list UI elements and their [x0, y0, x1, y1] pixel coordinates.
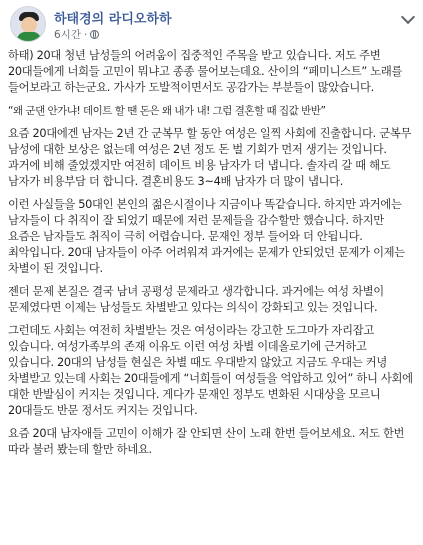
post-paragraph-intro: 하태) 20대 청년 남성들의 어려움이 집중적인 주목을 받고 있습니다. 저도 주변 20대들에게 너희들 고민이 뭐냐고 종종 물어보는데요. 산이의 “페미니스트” 노래를 들어보라고 하는군요. 가사가 도발적이면서도 공감가는 부분들이 많았습니다. — [8, 49, 403, 94]
post-paragraph-closing: 요즘 20대 남자애들 고민이 이해가 잘 안되면 산이 노래 한번 들어보세요. 저도 한번 따라 불러 봤는데 할만 하네요. — [8, 427, 405, 456]
post-paragraph-quote: “왜 군댄 안가냐! 데이트 할 땐 돈은 왜 내가 내! 그럼 결혼할 때 집값 반반” — [8, 105, 326, 117]
avatar-body — [17, 32, 41, 42]
chevron-down-icon[interactable] — [401, 10, 415, 24]
post-paragraph-jobs: 이런 사실들을 50대인 본인의 젊은시절이나 지금이나 똑같습니다. 하지만 과거에는 남자들이 다 취직이 잘 되었기 때문에 저런 문제들을 감수할만 했습니다. 하지만 요즘은 남자들도 취직이 극히 어렵습니다. 문재인 정부 들어와 더 안됩니다. 최악입니다. 20대 남자들이 아주 어려워져 과거에는 문제가 안되었던 문제가 이제는 차별이 된 것입니다. — [8, 198, 405, 275]
post-timestamp[interactable]: 6시간 — [54, 29, 81, 41]
page-name-link[interactable]: 하태경의 라디오하하 — [54, 12, 172, 27]
post-paragraph-society: 그런데도 사회는 여전히 차별받는 것은 여성이라는 강고한 도그마가 자리잡고 있습니다. 여성가족부의 존재 이유도 이런 여성 차별 이데올로기에 근거하고 있습니다. 20대의 남성들 현실은 차별 때도 우대받지 않았고 지금도 우대는 커녕 차별받고 있는데 사회는 20대들에게 “너희들이 여성들을 억압하고 있어” 하니 사회에 대한 반발심이 커지는 것입니다. 게다가 문재인 정부도 변화된 시대상을 모르니 20대들도 반문 정서도 커지는 것입니다. — [8, 324, 413, 417]
post-paragraph-military: 요즘 20대에겐 남자는 2년 간 군복무 할 동안 여성은 일찍 사회에 진출합니다. 군복무 남성에 대한 보상은 없는데 여성은 2년 정도 돈 벌 기회가 먼저 생기는 것입니다. 과거에 비해 줄었겠지만 여전히 데이트 비용 남자가 더 냅니다. 솔자리 갈 때 해도 남자가 비용부담 더 합니다. 결혼비용도 3~4배 남자가 더 많이 냅니다. — [8, 127, 412, 188]
avatar[interactable] — [10, 6, 46, 42]
avatar-face — [21, 17, 37, 33]
post-meta — [54, 27, 99, 42]
meta-separator: · — [83, 29, 88, 41]
post-header — [0, 0, 423, 48]
post-paragraph-gender: 젠더 문제 본질은 결국 남녀 공평성 문제라고 생각합니다. 과거에는 여성 차별이 문제였다면 이제는 남성들도 차별받고 있다는 의식이 강화되고 있는 것입니다. — [8, 285, 384, 314]
post-body — [0, 48, 423, 458]
globe-icon[interactable] — [90, 30, 99, 39]
